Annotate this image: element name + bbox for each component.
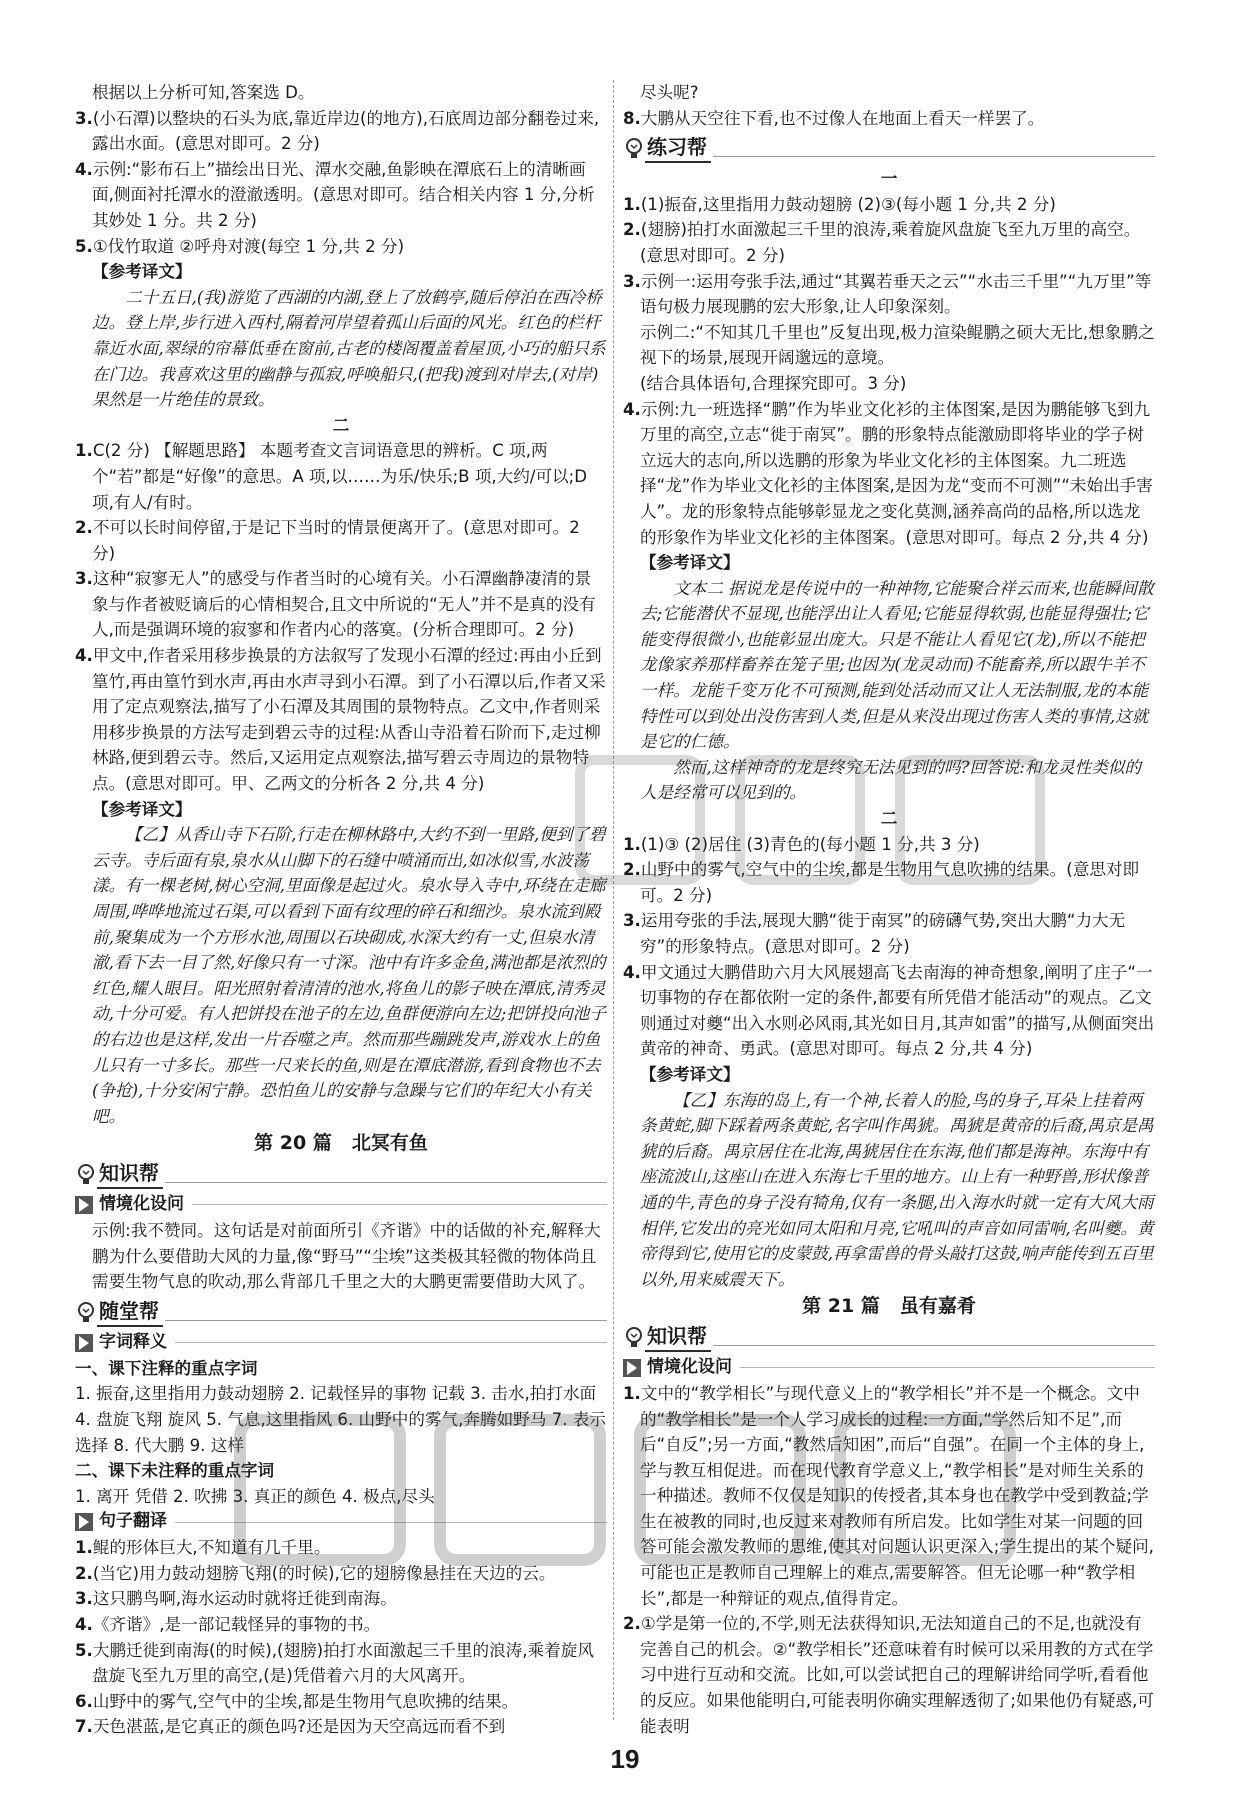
answer-d1: 1.(1)③ (2)居住 (3)青色的(每小题 1 分,共 3 分) [623,834,980,854]
reference-translation-heading: 【参考译文】 [640,553,740,573]
help-heading-classroom: 随堂帮 [75,1298,607,1328]
lightbulb-icon [623,1325,645,1351]
help-heading-knowledge: 知识帮 [75,1160,607,1190]
subheading-scenario: 情境化设问 [623,1355,1155,1381]
answer-b2: 2.不可以长时间停留,于是记下当时的情景便离开了。(意思对即可。2 分) [75,518,580,563]
answer-intro: 根据以上分析可知,答案选 D。 [92,83,315,102]
sentence-6: 6.山野中的雾气,空气中的尘埃,都是生物用气息吹拂的结果。 [75,1691,519,1711]
subheading-word-meaning: 字词释义 [75,1330,607,1356]
left-column [75,80,607,1740]
category-text: 1. 振奋,这里指用力鼓动翅膀 2. 记载怪异的事物 记载 3. 击水,拍打水面 4. 盘旋飞翔 旋风 5. 气息,这里指风 6. 山野中的雾气,奔腾如野马 7. 表示选择 8. 代大鹏 9. 这样 [75,1384,606,1455]
reference-translation-heading: 【参考译文】 [92,799,192,819]
reference-translation-heading: 【参考译文】 [92,262,192,282]
sentence-1: 1.鲲的形体巨大,不知道有几千里。 [75,1538,331,1558]
subheading-scenario: 情境化设问 [75,1192,607,1218]
answer-b1: 1.C(2 分) 【解题思路】 本题考查文言词语意思的辨析。C 项,两个“若”都是“好像”的意思。A 项,以……为乐/快乐;B 项,大约/可以;D 项,有人/有时。 [75,441,588,512]
lightbulb-icon [75,1300,97,1326]
answer-3: 3.(小石潭)以整块的石头为底,靠近岸边(的地方),石底周边部分翻卷过来,露出水面。(意思对即可。2 分) [75,108,600,154]
category-text: 1. 离开 凭借 2. 吹拂 3. 真正的颜色 4. 极点,尽头 [75,1486,435,1506]
reference-translation-text: 然而,这样神奇的龙是终究无法见到的吗?回答说:和龙灵性类似的人是经常可以见到的。 [640,757,1141,803]
answer-c3-example2: 示例二:“不知其几千里也”反复出现,极力渲染鲲鹏之硕大无比,想象鹏之视下的场景,展现开阔邈远的意境。 [640,322,1155,368]
section-number: 二 [880,809,898,829]
answer-4: 4.示例:“影布石上”描绘出日光、潭水交融,鱼影映在潭底石上的清晰画面,侧面衬托潭水的澄澈透明。(意思对即可。结合相关内容 1 分,分析其妙处 1 分。共 2 分) [75,159,595,230]
section-number: 二 [332,415,350,435]
scenario-answer: 示例:我不赞同。这句话是对前面所引《齐谐》中的话做的补充,解释大鹏为什么要借助大风的力量,像“野马”“尘埃”这类极其轻微的物体尚且需要生物气息的吹动,那么背部几千里之大的大鹏更需要借助大风了。 [92,1220,601,1292]
answer-c2: 2.(翅膀)拍打水面激起三千里的浪涛,乘着旋风盘旋飞至九万里的高空。(意思对即可。2 分) [623,220,1141,265]
answer-d3: 3.运用夸张的手法,展现大鹏“徙于南冥”的磅礴气势,突出大鹏“力大无穷”的形象特点。(意思对即可。2 分) [623,911,1126,956]
column-divider [613,80,614,1720]
category-heading: 二、课下未注释的重点字词 [75,1461,275,1481]
answer-5: 5.①伐竹取道 ②呼舟对渡(每空 1 分,共 2 分) [75,236,405,256]
reference-translation-text: 【乙】东海的岛上,有一个神,长着人的脸,鸟的身子,耳朵上挂着两条黄蛇,脚下踩着两条黄蛇,名字叫作禺猇。禺猇是黄帝的后裔,禺京是禺猇的后裔。禺京居住在北海,禺猇居住在东海,他们都是海神。东海中有座流波山,这座山在进入东海七千里的地方。山上有一种野兽,形状像普通的牛,青色的身子没有犄角,仅有一条腿,出入海水时就一定有大风大雨相伴,它发出的亮光如同太阳和月亮,它吼叫的声音如同雷响,名叫夔。黄帝得到它,使用它的皮蒙鼓,再拿雷兽的骨头敲打这鼓,响声能传到五百里以外,用来威震天下。 [640,1090,1154,1289]
help-heading-practice: 练习帮 [623,134,1155,164]
sentence-5: 5.大鹏迁徙到南海(的时候),(翅膀)拍打水面激起三千里的浪涛,乘着旋风盘旋飞至九万里的高空,(是)凭借着六月的大风离开。 [75,1640,594,1686]
sentence-3: 3.这只鹏鸟啊,海水运动时就将迁徙到南海。 [75,1589,397,1609]
play-triangle-icon [75,1196,93,1214]
reference-translation-text: 【乙】从香山寺下石阶,行走在柳林路中,大约不到一里路,便到了碧云寺。寺后面有泉,泉水从山脚下的石缝中喷涌而出,如冰似雪,水波荡漾。有一棵老树,树心空洞,里面像是起过火。泉水导入寺中,环绕在走廊周围,哗哗地流过石渠,可以看到下面有纹理的碎石和细沙。泉水流到殿前,聚集成为一个方形水池,周围以石块砌成,水深大约有一丈,但泉水清澈,看下去一目了然,好像只有一寸深。池中有许多金鱼,满池都是浓烈的红色,耀人眼目。阳光照射着清清的池水,将鱼儿的影子映在潭底,清秀灵动,十分可爱。有人把饼投在池子的左边,鱼群便游向左边;把饼投向池子的右边也是这样,发出一片吞噬之声。然而那些蹦跳发声,游戏水上的鱼儿只有一寸多长。那些一尺来长的鱼,则是在潭底潜游,看到食物也不去(争抢),十分安闲宁静。恐怕鱼儿的安静与急躁与它们的年纪大小有关吧。 [92,825,606,1126]
lightbulb-icon [623,136,645,162]
answer-c4: 4.示例:九一班选择“鹏”作为毕业文化衫的主体图案,是因为鹏能够飞到九万里的高空,立志“徙于南冥”。鹏的形象特点能激励即将毕业的学子树立远大的志向,所以选鹏的形象为毕业文化衫的主体图案。九二班选择“龙”作为毕业文化衫的主体图案,是因为龙“变而不可测”“未始出手害人”。龙的形象特点能够彰显龙之变化莫测,涵养高尚的品格,所以选龙的形象作为毕业文化衫的主体图案。(意思对即可。每点 2 分,共 4 分) [623,399,1153,547]
sentence-7: 7.天色湛蓝,是它真正的颜色吗?还是因为天空高远而看不到 [75,1717,506,1737]
answer-c1: 1.(1)振奋,这里指用力鼓动翅膀 (2)③(每小题 1 分,共 2 分) [623,194,1056,214]
sentence-2: 2.(当它)用力鼓动翅膀飞翔(的时候),它的翅膀像悬挂在天边的云。 [75,1563,556,1583]
subheading-sentence-translation: 句子翻译 [75,1509,607,1535]
answer-b3: 3.这种“寂寥无人”的感受与作者当时的心境有关。小石潭幽静凄清的景象与作者被贬谪后的心情相契合,且文中所说的“无人”并不是真的没有人,而是强调环境的寂寥和作者内心的落寞。(分析合理即可。2 分) [75,569,596,640]
answer-d2: 2.山野中的雾气,空气中的尘埃,都是生物用气息吹拂的结果。(意思对即可。2 分) [623,860,1140,905]
section-number: 一 [880,169,898,189]
page-number: 19 [610,1744,640,1774]
reference-translation-text: 二十五日,(我)游览了西湖的内湖,登上了放鹤亭,随后停泊在西冷桥边。登上岸,步行进入西村,隔着河岸望着孤山后面的风光。红色的栏杆靠近水面,翠绿的帘幕低垂在窗前,古老的楼阁覆盖着屋顶,小巧的船只系在门边。我喜欢这里的幽静与孤寂,呼唤船只,(把我)渡到对岸去,(对岸)果然是一片绝佳的景致。 [92,287,606,410]
answer-d4: 4.甲文通过大鹏借助六月大风展翅高飞去南海的神奇想象,阐明了庄子“一切事物的存在都依附一定的条件,都要有所凭借才能活动”的观点。乙文则通过对夔“出入水则必风雨,其光如日月,其声如雷”的描写,从侧面突出黄帝的神奇、勇武。(意思对即可。每点 2 分,共 4 分) [623,962,1155,1059]
sentence-8: 8.大鹏从天空往下看,也不过像人在地面上看天一样罢了。 [623,108,1045,128]
reference-translation-heading: 【参考译文】 [640,1064,740,1084]
sentence-7-continued: 尽头呢? [640,83,699,102]
play-triangle-icon [623,1359,641,1377]
lightbulb-icon [75,1162,97,1188]
chapter-title: 第 21 篇 虽有嘉肴 [802,1295,976,1318]
sentence-4: 4.《齐谐》,是一部记载怪异的事物的书。 [75,1615,381,1635]
reference-translation-text: 文本二 据说龙是传说中的一种神物,它能聚合祥云而来,也能瞬间散去;它能潜伏不显现,也能浮出让人看见;它能显得软弱,也能显得强壮;它能变得很微小,也能彰显出庞大。只是不能让人看见它(龙),所以不能把龙像家养那样畜养在笼子里;也因为(龙灵动而)不能畜养,所以跟牛羊不一样。龙能千变万化不可预测,能到处活动而又让人无法制服,龙的本能特性可以到处出没伤害到人类,但是从来没出现过伤害人类的事情,这就是它的仁德。 [640,578,1154,752]
play-triangle-icon [75,1334,93,1352]
answer-b4: 4.甲文中,作者采用移步换景的方法叙写了发现小石潭的经过:再由小丘到篁竹,再由篁竹到水声,再由水声寻到小石潭。到了小石潭以后,作者又采用了定点观察法,描写了小石潭及其周围的景物特点。乙文中,作者则采用移步换景的方法写走到碧云寺的过程:从香山寺沿着石阶而下,走过柳林路,便到碧云寺。然后,又运用定点观察法,描写碧云寺周边的景物特点。(意思对即可。甲、乙两文的分析各 2 分,共 4 分) [75,646,606,794]
chapter-title: 第 20 篇 北冥有鱼 [254,1132,428,1155]
answer-c3-note: (结合具体语句,合理探究即可。3 分) [640,373,907,393]
help-heading-knowledge: 知识帮 [623,1323,1155,1353]
right-column [623,80,1155,1739]
play-triangle-icon [75,1513,93,1531]
category-heading: 一、课下注释的重点字词 [75,1358,258,1378]
answer-c3: 3.示例一:运用夸张手法,通过“其翼若垂天之云”“水击三千里”“九万里”等语句极力展现鹏的宏大形象,让人印象深刻。 [623,271,1152,317]
answer-e1: 1.文中的“教学相长”与现代意义上的“教学相长”并不是一个概念。文中的“教学相长”是一个人学习成长的过程:一方面,“学然后知不足”,而后“自反”;另一方面,“教然后知困”,而后“自强”。在同一个主体的身上,学与教互相促进。而在现代教育学意义上,“教学相长”是对师生关系的一种描述。教师不仅仅是知识的传授者,其本身也在教学中受到教益;学生在被教的同时,也反过来对教师有所启发。比如学生对某一问题的回答可能会激发教师的思维,使其对问题认识更深入;学生提出的某个疑问,可能也正是教师自己理解上的难点,需要解答。但无论哪一种“教学相长”,都是一种辩证的观点,值得肯定。 [623,1383,1154,1608]
answer-e2: 2.①学是第一位的,不学,则无法获得知识,无法知道自己的不足,也就没有完善自己的机会。②“教学相长”还意味着有时候可以采用教的方式在学习中进行互动和交流。比如,可以尝试把自己的理解讲给同学听,看看他的反应。如果他能明白,可能表明你确实理解透彻了;如果他仍有疑惑,可能表明 [623,1614,1154,1736]
